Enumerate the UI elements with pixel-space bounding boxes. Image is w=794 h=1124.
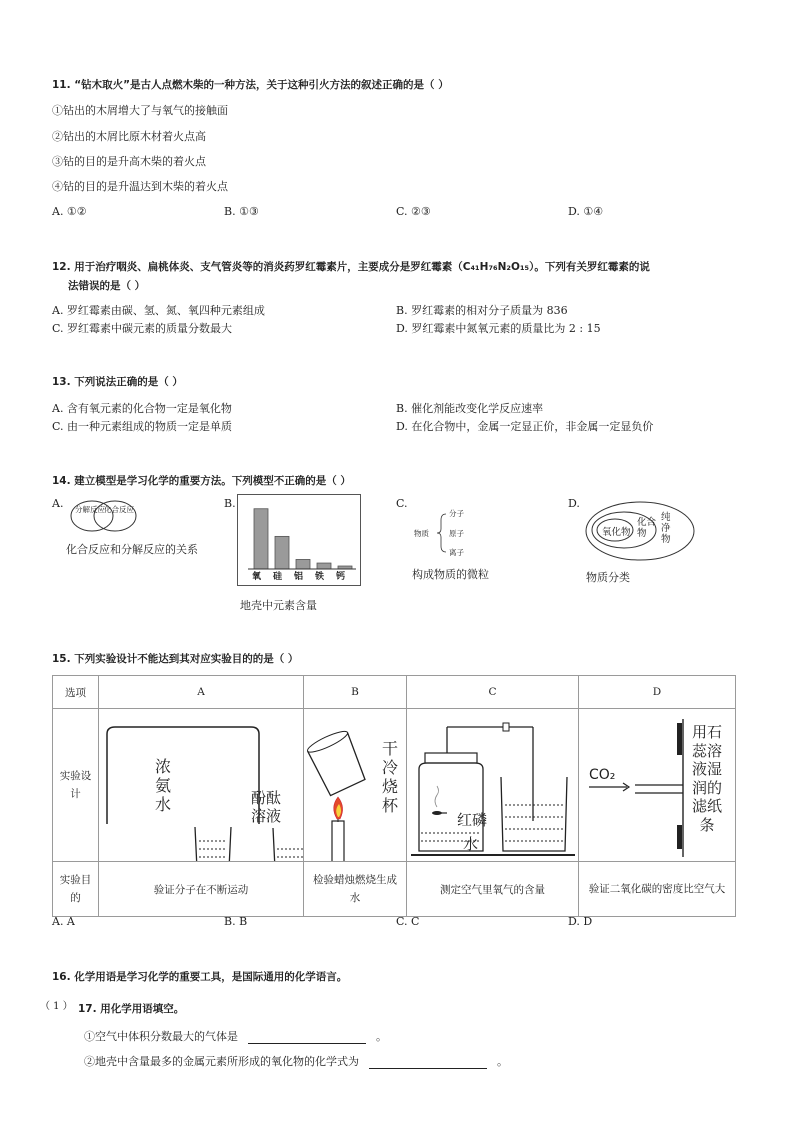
a-label-phenolphthalein: 酚酞溶液 xyxy=(250,789,281,825)
phosphorus-experiment-diagram xyxy=(407,709,578,861)
bar-label-0: 氧 xyxy=(252,572,262,582)
q15-experiment-table xyxy=(52,675,736,917)
q13-option-a[interactable]: A. 含有氧元素的化合物一定是氧化物 xyxy=(52,402,232,415)
q14-option-b-letter[interactable]: B. xyxy=(224,497,236,510)
q14-d-caption: 物质分类 xyxy=(586,571,630,584)
ammonia-experiment-diagram xyxy=(99,709,303,861)
q14-c-item-ion: 离子 xyxy=(449,548,464,557)
q12-option-b[interactable]: B. 罗红霉素的相对分子质量为 836 xyxy=(396,304,568,317)
q14-a-caption: 化合反应和分解反应的关系 xyxy=(66,543,198,556)
q14-c-item-molecule: 分子 xyxy=(449,509,464,518)
q11-statement-1: ①钻出的木屑增大了与氧气的接触面 xyxy=(52,104,228,117)
q14-stem: 14. 建立模型是学习化学的重要方法。下列模型不正确的是（ ） xyxy=(52,475,351,487)
q14-b-x-labels xyxy=(252,569,362,583)
q11-statement-2: ②钻出的木屑比原木材着火点高 xyxy=(52,130,206,143)
q15-header-option: 选项 xyxy=(53,676,99,709)
q15-header-c: C xyxy=(407,676,579,709)
q16-blank1-prompt: ①空气中体积分数最大的气体是 xyxy=(84,1030,238,1043)
d-label-co2: CO₂ xyxy=(589,767,616,783)
q14-d-outer: 纯净物 xyxy=(661,512,671,545)
q14-c-root: 物质 xyxy=(414,529,429,538)
q13-option-d[interactable]: D. 在化合物中，金属一定显正价，非金属一定显负价 xyxy=(396,420,654,433)
q14-a-right-label: 化合反应 xyxy=(104,505,134,514)
q13-stem: 13. 下列说法正确的是（ ） xyxy=(52,376,183,388)
q15-purpose-b: 检验蜡烛燃烧生成水 xyxy=(304,862,407,917)
q15-purpose-a: 验证分子在不断运动 xyxy=(99,862,304,917)
q15-diagram-d xyxy=(579,709,736,862)
bar-label-4: 钙 xyxy=(336,572,346,582)
bar-label-1: 硅 xyxy=(273,572,283,582)
q15-diagram-c xyxy=(407,709,579,862)
q14-option-d-letter[interactable]: D. xyxy=(568,497,580,510)
q16-part-number: （ 1 ） xyxy=(40,1001,73,1012)
q14-option-c-letter[interactable]: C. xyxy=(396,497,408,510)
q11-stem: 11. “钻木取火”是古人点燃木柴的一种方法，关于这种引火方法的叙述正确的是（ ） xyxy=(52,79,449,91)
q15-option-d[interactable]: D. D xyxy=(568,915,593,928)
q15-header-b: B xyxy=(304,676,407,709)
q16-blank2-prompt: ②地壳中含量最多的金属元素所形成的氧化物的化学式为 xyxy=(84,1055,359,1068)
q16-blank1-input[interactable] xyxy=(248,1031,366,1044)
q16-blank2-row xyxy=(84,1053,508,1069)
q12-option-c[interactable]: C. 罗红霉素中碳元素的质量分数最大 xyxy=(52,322,233,335)
q15-diagram-b xyxy=(304,709,407,862)
q12-option-d[interactable]: D. 罗红霉素中氮氧元素的质量比为 2 : 15 xyxy=(396,322,601,335)
q14-c-caption: 构成物质的微粒 xyxy=(412,568,489,581)
bar-氧 xyxy=(254,509,268,569)
q16-blank2-input[interactable] xyxy=(369,1056,487,1069)
c-label-red-phosphorus: 红磷 xyxy=(457,811,488,829)
bar-label-3: 铁 xyxy=(315,572,325,582)
a-label-ammonia: 浓氨水 xyxy=(155,757,172,814)
q14-c-brace xyxy=(436,512,450,554)
q15-option-b[interactable]: B. B xyxy=(224,915,248,928)
q12-stem-line2: 法错误的是（ ） xyxy=(68,280,146,292)
q15-stem: 15. 下列实验设计不能达到其对应实验目的的是（ ） xyxy=(52,653,299,665)
q14-a-venn-diagram xyxy=(64,498,144,538)
q11-option-d[interactable]: D. ①④ xyxy=(568,205,604,218)
q14-d-inner1: 氧化物 xyxy=(602,527,631,538)
q15-option-a[interactable]: A. A xyxy=(52,915,75,928)
q15-header-d: D xyxy=(579,676,736,709)
q11-option-c[interactable]: C. ②③ xyxy=(396,205,431,218)
q15-diagram-a xyxy=(99,709,304,862)
q16-blank2-end: 。 xyxy=(497,1055,508,1068)
q15-option-c[interactable]: C. C xyxy=(396,915,420,928)
q15-row-purpose-label: 实验目的 xyxy=(53,862,99,917)
q12-stem-line1: 12. 用于治疗咽炎、扁桃体炎、支气管炎等的消炎药罗红霉素片，主要成分是罗红霉素（C₄₁H₇₆N₂O₁₅）。下列有关罗红霉素的说 xyxy=(52,261,650,273)
bar-铝 xyxy=(296,559,310,569)
q11-statement-3: ③钻的目的是升高木柴的着火点 xyxy=(52,155,206,168)
q14-a-left-label: 分解反应 xyxy=(75,505,105,514)
c-label-water: 水 xyxy=(463,835,479,853)
bar-硅 xyxy=(275,536,289,569)
q16-blank1-end: 。 xyxy=(376,1030,387,1043)
q13-option-b[interactable]: B. 催化剂能改变化学反应速率 xyxy=(396,402,544,415)
bar-label-2: 铝 xyxy=(294,572,304,582)
q11-statement-4: ④钻的目的是升温达到木柴的着火点 xyxy=(52,180,228,193)
q15-purpose-c: 测定空气里氧气的含量 xyxy=(407,862,579,917)
q14-option-a-letter[interactable]: A. xyxy=(52,497,64,510)
q13-option-c[interactable]: C. 由一种元素组成的物质一定是单质 xyxy=(52,420,233,433)
q11-option-a[interactable]: A. ①② xyxy=(52,205,87,218)
q16-stem: 16. 化学用语是学习化学的重要工具，是国际通用的化学语言。 xyxy=(52,971,348,983)
q15-row-design-label: 实验设计 xyxy=(53,709,99,862)
q15-purpose-d: 验证二氧化碳的密度比空气大 xyxy=(579,862,736,917)
q11-option-b[interactable]: B. ①③ xyxy=(224,205,259,218)
q16-subquestion: 17. 用化学用语填空。 xyxy=(78,1003,185,1015)
q16-blank1-row xyxy=(84,1028,387,1044)
d-label-litmus-paper: 用石蕊溶液湿润的滤纸条 xyxy=(691,723,722,834)
b-label-dry-cold-beaker: 干冷烧杯 xyxy=(382,739,399,815)
q14-c-item-atom: 原子 xyxy=(449,529,464,538)
q14-b-caption: 地壳中元素含量 xyxy=(240,599,317,612)
q14-d-inner2: 化合物 xyxy=(637,517,657,539)
q12-option-a[interactable]: A. 罗红霉素由碳、氢、氮、氧四种元素组成 xyxy=(52,304,265,317)
q15-header-a: A xyxy=(99,676,304,709)
